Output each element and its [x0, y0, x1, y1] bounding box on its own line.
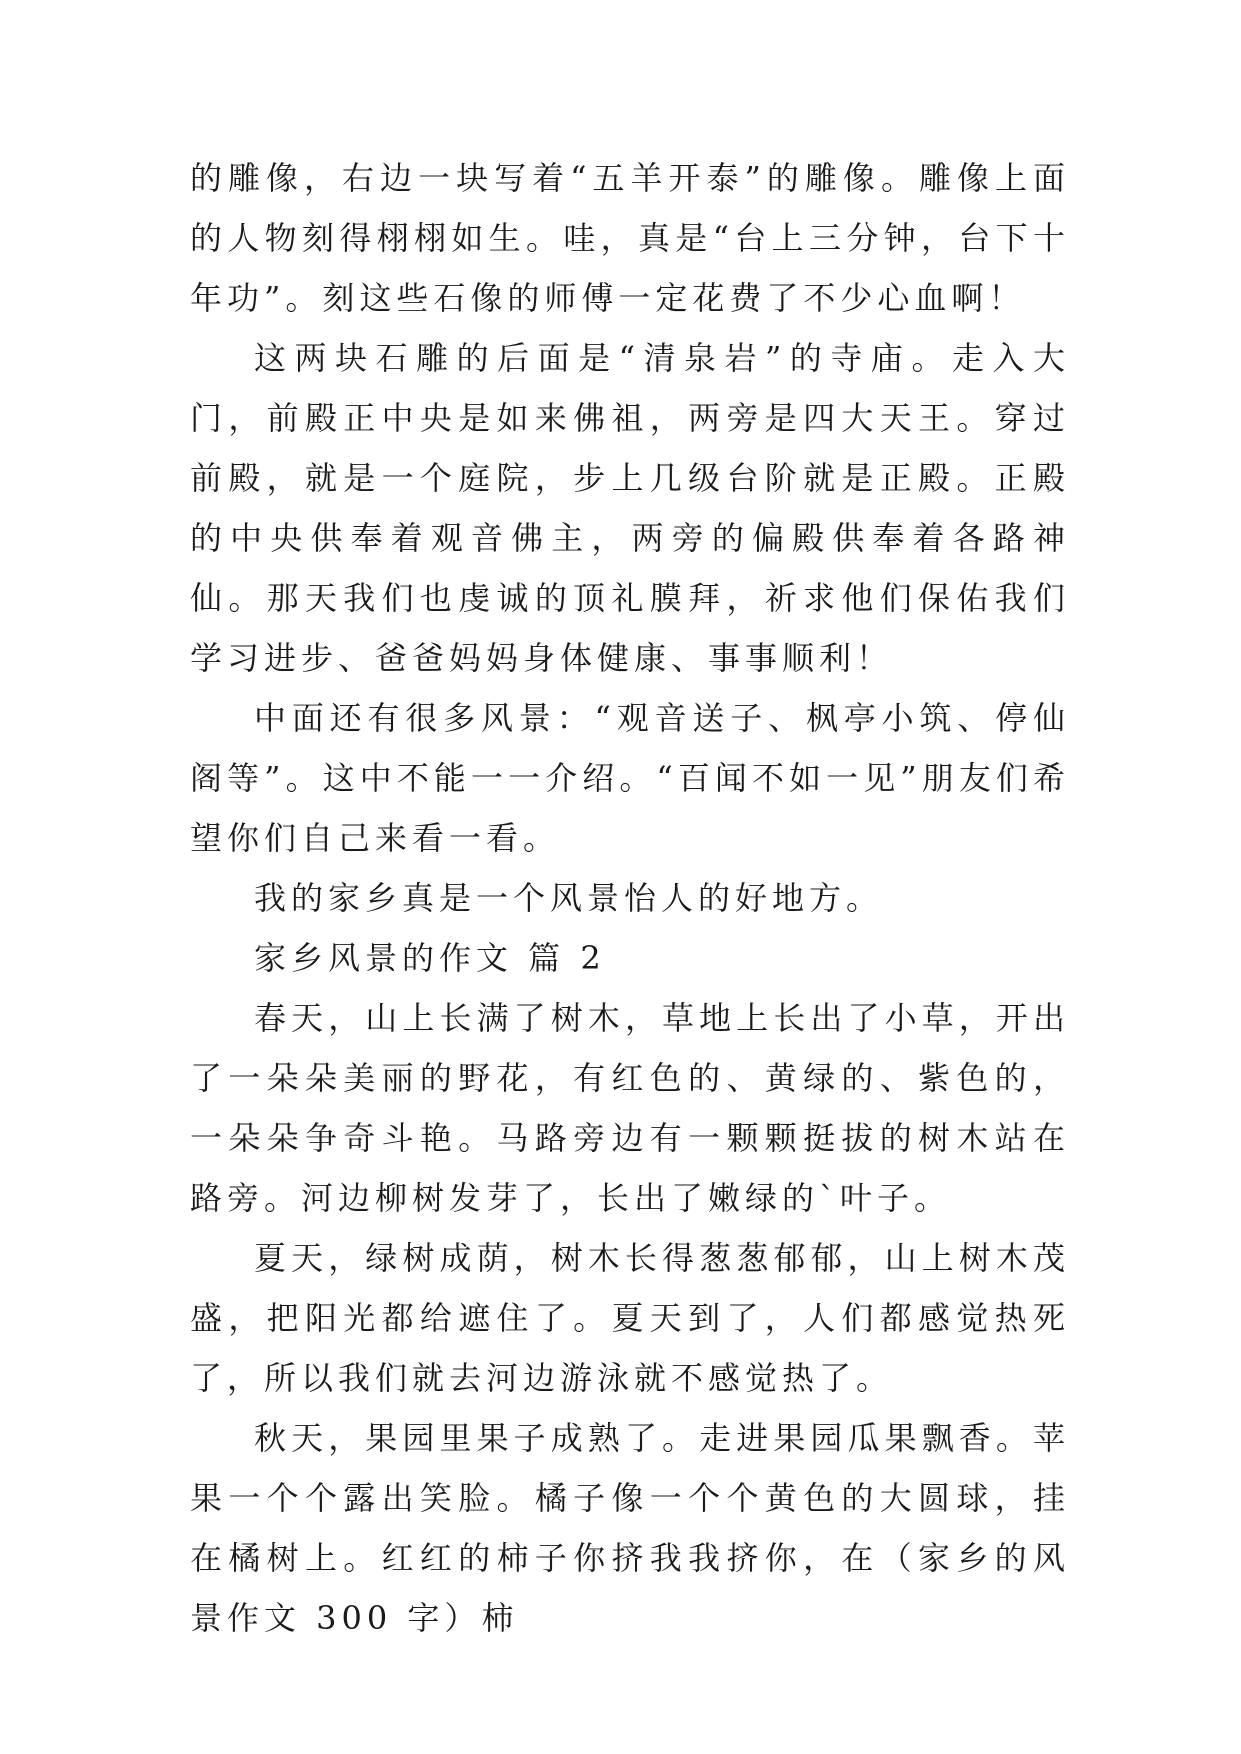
paragraph-spring: 春天，山上长满了树木，草地上长出了小草，开出了一朵朵美丽的野花，有红色的、黄绿的、紫色的，一朵朵争奇斗艳。马路旁边有一颗颗挺拔的树木站在路旁。河边柳树发芽了，长出了嫩绿的`叶子。 [190, 999, 1070, 1217]
paragraph-3: 中面还有很多风景：“观音送子、枫亭小筑、停仙阁等”。这中不能一一介绍。“百闻不如一见”朋友们希望你们自己来看一看。 [190, 699, 1070, 857]
paragraph-summer: 夏天，绿树成荫，树木长得葱葱郁郁，山上树木茂盛，把阳光都给遮住了。夏天到了，人们都感觉热死了，所以我们就去河边游泳就不感觉热了。 [190, 1239, 1070, 1397]
paragraph-4: 我的家乡真是一个风景怡人的好地方。 [254, 879, 884, 917]
paragraph-autumn: 秋天，果园里果子成熟了。走进果园瓜果飘香。苹果一个个露出笑脸。橘子像一个个黄色的大圆球，挂在橘树上。红红的柿子你挤我我挤你，在（家乡的风景作文 300 字）柿 [190, 1419, 1070, 1637]
document-body [190, 148, 1070, 1648]
paragraph-1: 的雕像，右边一块写着“五羊开泰”的雕像。雕像上面的人物刻得栩栩如生。哇，真是“台上三分钟，台下十年功”。刻这些石像的师傅一定花费了不少心血啊！ [190, 159, 1070, 317]
section-heading: 家乡风景的作文 篇 2 [254, 939, 606, 977]
paragraph-2: 这两块石雕的后面是“清泉岩”的寺庙。走入大门，前殿正中央是如来佛祖，两旁是四大天王。穿过前殿，就是一个庭院，步上几级台阶就是正殿。正殿的中央供奉着观音佛主，两旁的偏殿供奉着各路神仙。那天我们也虔诚的顶礼膜拜，祈求他们保佑我们学习进步、爸爸妈妈身体健康、事事顺利！ [190, 339, 1070, 677]
